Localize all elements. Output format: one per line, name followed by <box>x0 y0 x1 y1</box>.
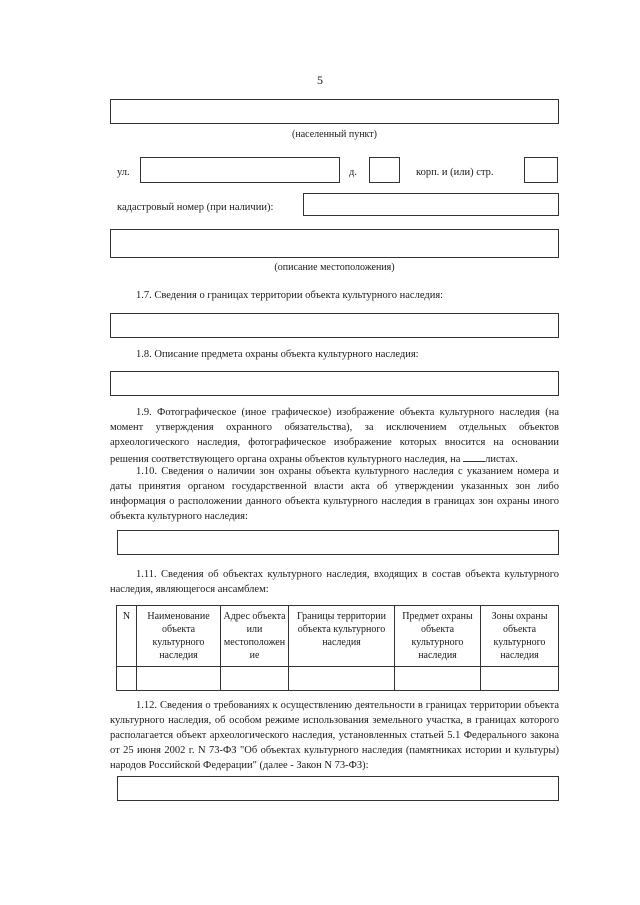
section-1-12-text: 1.12. Сведения о требованиях к осуществлению деятельности в границах территории объекта культурного наследия, об особом режиме использования земельного участка, в границах которого располагается объект археологического наследия, установленных статьей 5.1 Федерального закона от 25 июня 2002 г. N 73-ФЗ "Об объектах культурного наследия (памятниках истории и культуры) народов Российской Федерации" (далее - Закон N 73-ФЗ): <box>110 700 559 771</box>
street-field[interactable] <box>140 157 340 183</box>
street-label: ул. <box>117 167 130 178</box>
table-header-cell: Наименование объекта культурного наследия <box>137 606 221 667</box>
building-field[interactable] <box>524 157 558 183</box>
section-1-11-text: 1.11. Сведения об объектах культурного наследия, входящих в состав объекта культурного наследия, являющегося ансамблем: <box>110 569 559 595</box>
cadastral-field[interactable] <box>303 193 559 216</box>
page-number: 5 <box>317 73 323 87</box>
protection-subject-field[interactable] <box>110 371 559 396</box>
ensemble-objects-table <box>116 605 559 691</box>
house-label: д. <box>349 167 357 178</box>
section-1-9-text-after: листах. <box>485 453 518 465</box>
table-cell[interactable] <box>117 667 137 691</box>
section-1-9-text <box>110 406 559 468</box>
table-header-cell: Адрес объекта или местоположение <box>221 606 289 667</box>
section-1-9-text-before: 1.9. Фотографическое (иное графическое) изображение объекта культурного наследия (на момент утверждения охранного обязательства), за исключением отдельных объектов археологического наследия, фотографическое изображение которых вносится на основании решения соответствующего органа охраны объектов культурного наследия, на <box>110 407 559 465</box>
building-label: корп. и (или) стр. <box>416 167 494 178</box>
section-1-10-text: 1.10. Сведения о наличии зон охраны объекта культурного наследия с указанием номера и даты принятия органом государственной власти акта об утверждении указанных зон либо информация о расположении данного объекта культурного наследия в границах зон охраны иного объекта культурного наследия: <box>110 466 559 522</box>
location-caption: (описание местоположения) <box>274 262 395 273</box>
territory-boundaries-field[interactable] <box>110 313 559 338</box>
section-1-7-text: 1.7. Сведения о границах территории объекта культурного наследия: <box>136 290 444 301</box>
table-header-row <box>117 606 559 667</box>
table-header-cell: Предмет охраны объекта культурного наследия <box>395 606 481 667</box>
cadastral-label: кадастровый номер (при наличии): <box>117 202 274 213</box>
protection-zones-field[interactable] <box>117 530 559 555</box>
sheet-count-blank[interactable] <box>463 451 485 462</box>
locality-field[interactable] <box>110 99 559 124</box>
house-field[interactable] <box>369 157 400 183</box>
table-header-cell: Зоны охраны объекта культурного наследия <box>481 606 559 667</box>
table-cell[interactable] <box>395 667 481 691</box>
table-cell[interactable] <box>221 667 289 691</box>
activity-requirements-field[interactable] <box>117 776 559 801</box>
table-header-cell: N <box>117 606 137 667</box>
table-cell[interactable] <box>137 667 221 691</box>
table-row <box>117 667 559 691</box>
location-description-field[interactable] <box>110 229 559 258</box>
section-1-8-text: 1.8. Описание предмета охраны объекта культурного наследия: <box>136 349 419 360</box>
table-cell[interactable] <box>481 667 559 691</box>
locality-caption: (населенный пункт) <box>292 129 377 140</box>
table-header-cell: Границы территории объекта культурного наследия <box>289 606 395 667</box>
table-cell[interactable] <box>289 667 395 691</box>
